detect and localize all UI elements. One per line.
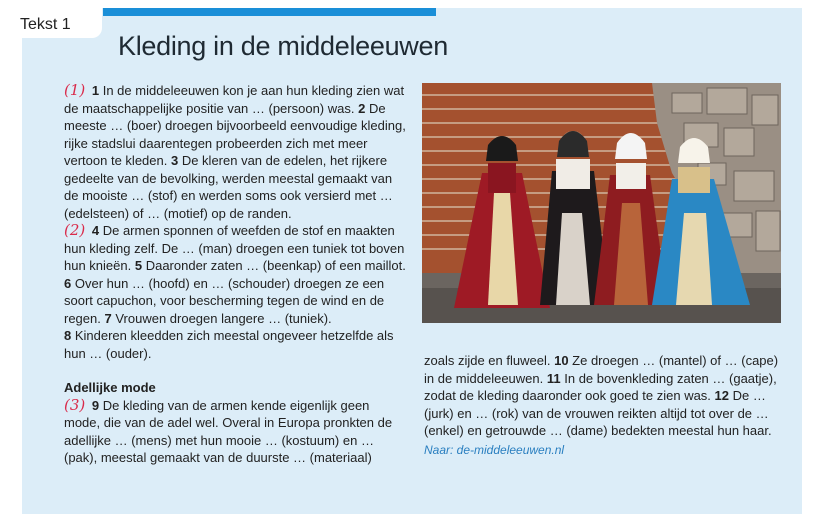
sentence-number: 4 [91, 223, 100, 238]
sentence-number: 2 [358, 100, 366, 116]
sentence-number: 5 [134, 258, 143, 273]
sentence: Daaronder zaten … (beenkap) of een maillot. [142, 258, 406, 273]
sentence-number: 12 [714, 388, 730, 403]
sentence: Kinderen kleedden zich meestal ongeveer hetzelfde als hun … (ouder). [64, 328, 394, 361]
paragraph-1 [64, 82, 409, 222]
section-heading: Adellijke mode [64, 380, 156, 395]
paragraph-3 [64, 397, 409, 467]
paragraph-2 [64, 222, 409, 362]
sentence: De armen sponnen of weefden de stof en maakten hun kleding zelf. De … (man) droegen een tuniek tot boven hun knieën. [64, 223, 405, 273]
page-title: Kleding in de middeleeuwen [118, 31, 448, 61]
left-column [64, 82, 409, 467]
paragraph-marker: (2) [64, 221, 86, 239]
sentence: In de bovenkleding zaten … (gaatje), zodat de kleding daaronder ook goed te zien was. [424, 370, 777, 403]
sentence: De meeste … (boer) droegen bijvoorbeeld eenvoudige kleding, rijke stadslui daarentegen probeerden zich met meer vertoon te kleden. [64, 100, 406, 168]
paragraph-3-continued [424, 352, 784, 440]
right-column [424, 352, 784, 459]
sentence-number: 8 [64, 328, 72, 343]
sentence-number: 7 [104, 310, 112, 326]
sentence: In de middeleeuwen kon je aan hun kleding zien wat de maatschappelijke positie van … (persoon) was. [64, 83, 405, 116]
source-citation: Naar: de-middeleeuwen.nl [424, 442, 565, 457]
sentence-number: 3 [170, 153, 179, 168]
sentence: De kleding van de armen kende eigenlijk geen mode, die van de adel wel. Overal in Europa pronkten de adellijke … (mens) met hun mooie … (kostuum) en … (pak), meestal gemaakt van de duurste … (materiaal) [64, 397, 393, 465]
sentence: De kleren van de edelen, het rijkere gedeelte van de bevolking, werden meestal gemaakt van de mooiste … (stof) en werden soms ook versierd met … (edelsteen) of … (motief) op de randen. [64, 153, 393, 221]
photo-medieval-women [422, 83, 781, 323]
sentence: De … (jurk) en … (rok) van de vrouwen reikten altijd tot over de … (enkel) en getrouwde … (dame) bedekten meestal hun haar. [424, 388, 772, 438]
paragraph-marker: (1) [64, 81, 86, 99]
paragraph-marker: (3) [64, 395, 86, 414]
sentence: zoals zijde en fluweel. [424, 353, 551, 368]
sentence: Ze droegen … (mantel) of … (cape) in de middeleeuwen. [424, 353, 779, 386]
sentence-number: 9 [91, 397, 100, 413]
tab-label: Tekst 1 [20, 16, 71, 33]
accent-bar [103, 8, 436, 16]
sentence: Over hun … (hoofd) en … (schouder) droegen ze een soort capuchon, voor bescherming tegen de wind en de regen. [64, 275, 385, 326]
sentence-number: 11 [546, 370, 561, 386]
sentence-number: 1 [91, 83, 100, 98]
sentence-number: 6 [64, 275, 72, 291]
sentence-number: 10 [554, 353, 569, 368]
sentence: Vrouwen droegen langere … (tuniek). [111, 310, 332, 326]
